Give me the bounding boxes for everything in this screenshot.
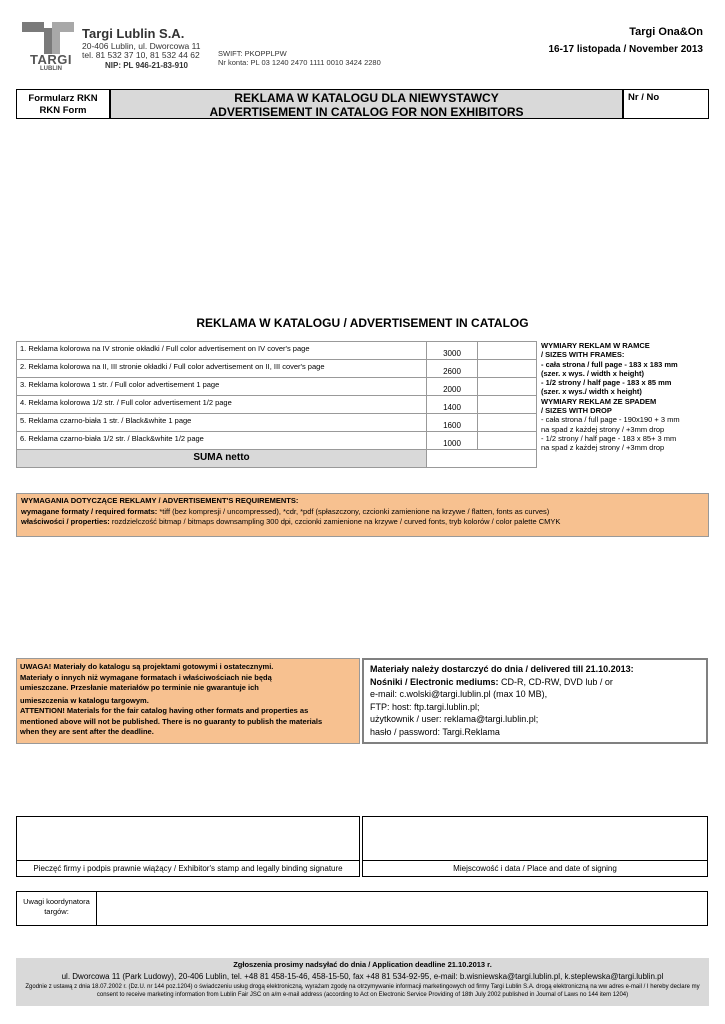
ad-option-select-field[interactable] [478,414,537,432]
formats-line [21,507,704,518]
attention-notice [16,658,360,744]
ad-option-label: 2. Reklama kolorowa na II, III stronie okładki / Full color advertisement on II, III cover's page [17,360,427,378]
company-nip: NIP: PL 946-21-83-910 [105,61,189,70]
drop-title-en: / SIZES WITH DROP [541,406,612,416]
ad-option-select-field[interactable] [478,360,537,378]
drop-half-note: na spad z każdej strony / +3mm drop [541,443,665,453]
frames-half: - 1/2 strony / half page - 183 x 85 mm [541,378,672,388]
form-id [16,89,110,119]
coordinator-label-line: targów: [44,907,69,916]
ad-option-select-field[interactable] [478,432,537,450]
frames-title-pl: WYMIARY REKLAM W RAMCE [541,341,650,350]
footer-contact: ul. Dworcowa 11 (Park Ludowy), 20-406 Lublin, tel. +48 81 458-15-46, 458-15-50, fax +48 81 534-92-95, e-mail: b.wisniewska@targi.lublin.pl, k.steplewska@targi.lublin.pl [61,972,664,981]
formats-label: wymagane formaty / required formats: [21,506,158,516]
address-line: 20-406 Lublin, ul. Dworcowa 11 [82,41,201,51]
logo-text: TARGI [30,52,72,67]
notice-line: ATTENTION! Materials for the fair catalog having other formats and properties as [20,706,309,715]
sum-value-field[interactable] [427,450,537,468]
media-label: Nośniki / Electronic mediums: [370,676,499,687]
ad-option-label: 6. Reklama czarno-biała 1/2 str. / Black&white 1/2 page [17,432,427,450]
ad-option-row [17,432,537,450]
ad-sizes-info [541,341,721,453]
event-dates: 16-17 listopada / November 2013 [548,44,703,55]
drop-half: - 1/2 strony / half page - 183 x 85+ 3 mm [541,433,677,443]
drop-full: - cała strona / full page - 190x190 + 3 mm [541,415,680,425]
ad-option-label: 3. Reklama kolorowa 1 str. / Full color advertisement 1 page [17,378,427,396]
notice-line: mentioned above will not be published. There is no guaranty to publish the materials [20,716,323,726]
company-address [82,42,200,60]
ad-option-select-field[interactable] [478,378,537,396]
logo-subtext: LUBLIN [40,66,62,72]
properties-label: właściwości / properties: [21,517,110,526]
drop-full-note: na spad z każdej strony / +3mm drop [541,424,665,434]
footer-legal [16,983,709,999]
ad-option-price: 1000 [427,432,478,450]
coordinator-remarks-field[interactable] [97,891,708,926]
delivery-email: e-mail: c.wolski@targi.lublin.pl (max 10 MB), [370,689,548,699]
ad-option-label: 4. Reklama kolorowa 1/2 str. / Full color advertisement 1/2 page [17,396,427,414]
footer [16,958,709,1006]
delivery-info [362,658,708,744]
sum-label: SUMA netto [17,450,427,468]
bank-details [218,49,381,67]
form-id-pl: Formularz RKN [28,93,98,104]
drop-title-pl: WYMIARY REKLAM ZE SPADEM [541,396,657,406]
ad-option-label: 1. Reklama kolorowa na IV stronie okładki / Full color advertisement on IV cover's page [17,342,427,360]
footer-deadline: Zgłoszenia prosimy nadsyłać do dnia / Application deadline 21.10.2013 r. [233,960,492,969]
stamp-signature-field[interactable] [16,816,360,861]
notice-line: umieszczenia w katalogu targowym. [20,695,149,705]
ad-option-price: 1400 [427,396,478,414]
footer-legal-line: consent to receive marketing information from Lublin Fair JSC on a/m e-mail address (according to Act on Electronic Service Providing of 18th July 2002 published in Journal of Laws no 144 item 1204) [96,992,629,998]
form-title [110,89,623,119]
ad-option-row [17,342,537,360]
event-name: Targi Ona&On [629,26,703,38]
formats-value: *tiff (bez kompresji / uncompressed), *cdr, *pdf (spłaszczony, czcionki zamienione na krzywe / flatten, fonts as curves) [157,506,550,516]
ad-option-price: 2600 [427,360,478,378]
delivery-user: użytkownik / user: reklama@targi.lublin.pl; [370,714,539,724]
form-id-en: RKN Form [39,105,87,116]
frames-title-en: / SIZES WITH FRAMES: [541,350,625,360]
form-number-label: Nr / No [628,92,660,103]
logo-mark-icon [22,22,77,54]
form-number-field[interactable] [623,89,709,119]
ad-option-select-field[interactable] [478,396,537,414]
ad-option-price: 3000 [427,342,478,360]
ad-option-row [17,360,537,378]
frames-half-note: (szer. x wys./ width x height) [541,387,642,397]
ad-options-table [16,341,537,468]
ad-option-row [17,414,537,432]
delivery-ftp: FTP: host: ftp.targi.lublin.pl; [370,701,480,712]
company-name: Targi Lublin S.A. [82,26,185,41]
ad-option-price: 1600 [427,414,478,432]
ad-option-price: 2000 [427,378,478,396]
delivery-password: hasło / password: Targi.Reklama [370,726,500,737]
notice-line: when they are sent after the deadline. [20,727,154,736]
frames-full-note: (szer. x wys. / width x height) [541,368,644,378]
account-number: Nr konta: PL 03 1240 2470 1111 0010 3424 2280 [218,58,381,67]
notice-line: UWAGA! Materiały do katalogu są projektami gotowymi i ostatecznymi. [20,662,274,671]
ad-option-label: 5. Reklama czarno-biała 1 str. / Black&white 1 page [17,414,427,432]
phone-line: tel. 81 532 37 10, 81 532 44 62 [82,50,200,60]
sum-row [17,450,537,468]
media-value: CD-R, CD-RW, DVD lub / or [498,676,613,687]
coordinator-label [16,891,97,926]
notice-line: umieszczane. Przesłanie materiałów po terminie nie gwarantuje ich [20,683,259,692]
section-title: REKLAMA W KATALOGU / ADVERTISEMENT IN CATALOG [196,316,529,330]
ad-option-select-field[interactable] [478,342,537,360]
form-title-pl: REKLAMA W KATALOGU DLA NIEWYSTAWCY [234,91,499,105]
ad-option-row [17,396,537,414]
properties-value: rozdzielczość bitmap / bitmaps downsampling 300 dpi, czcionki zamienione na krzywe / curved fonts, tryb kolorów / color palette CMYK [109,517,561,526]
coordinator-label-line: Uwagi koordynatora [23,897,90,906]
properties-line [21,517,704,528]
frames-full: - cała strona / full page - 183 x 183 mm [541,359,678,369]
swift-code: SWIFT: PKOPPLPW [218,49,287,58]
requirements-box [16,493,709,537]
notice-line: Materiały o innych niż wymagane formatach i właściwościach nie będą [20,672,272,682]
delivery-title: Materiały należy dostarczyć do dnia / delivered till 21.10.2013: [370,664,634,674]
place-date-field[interactable] [362,816,708,861]
requirements-title: WYMAGANIA DOTYCZĄCE REKLAMY / ADVERTISEMENT'S REQUIREMENTS: [21,496,299,505]
place-date-label: Miejscowość i data / Place and date of signing [362,861,708,877]
ad-option-row [17,378,537,396]
media-line [370,676,700,689]
footer-legal-line: Zgodnie z ustawą z dnia 18.07.2002 r. (Dz.U. nr 144 poz.1204) o świadczeniu usług drogą elektroniczną, wyrażam zgodę na otrzymywanie informacji marketingowych od firmy Targi Lublin S.A. drogą elektroniczną na ww adres e-mail / I hereby declare my [25,984,700,990]
form-title-en: ADVERTISEMENT IN CATALOG FOR NON EXHIBITORS [209,105,524,119]
stamp-signature-label: Pieczęć firmy i podpis prawnie wiążący / Exhibitor's stamp and legally binding signature [16,861,360,877]
